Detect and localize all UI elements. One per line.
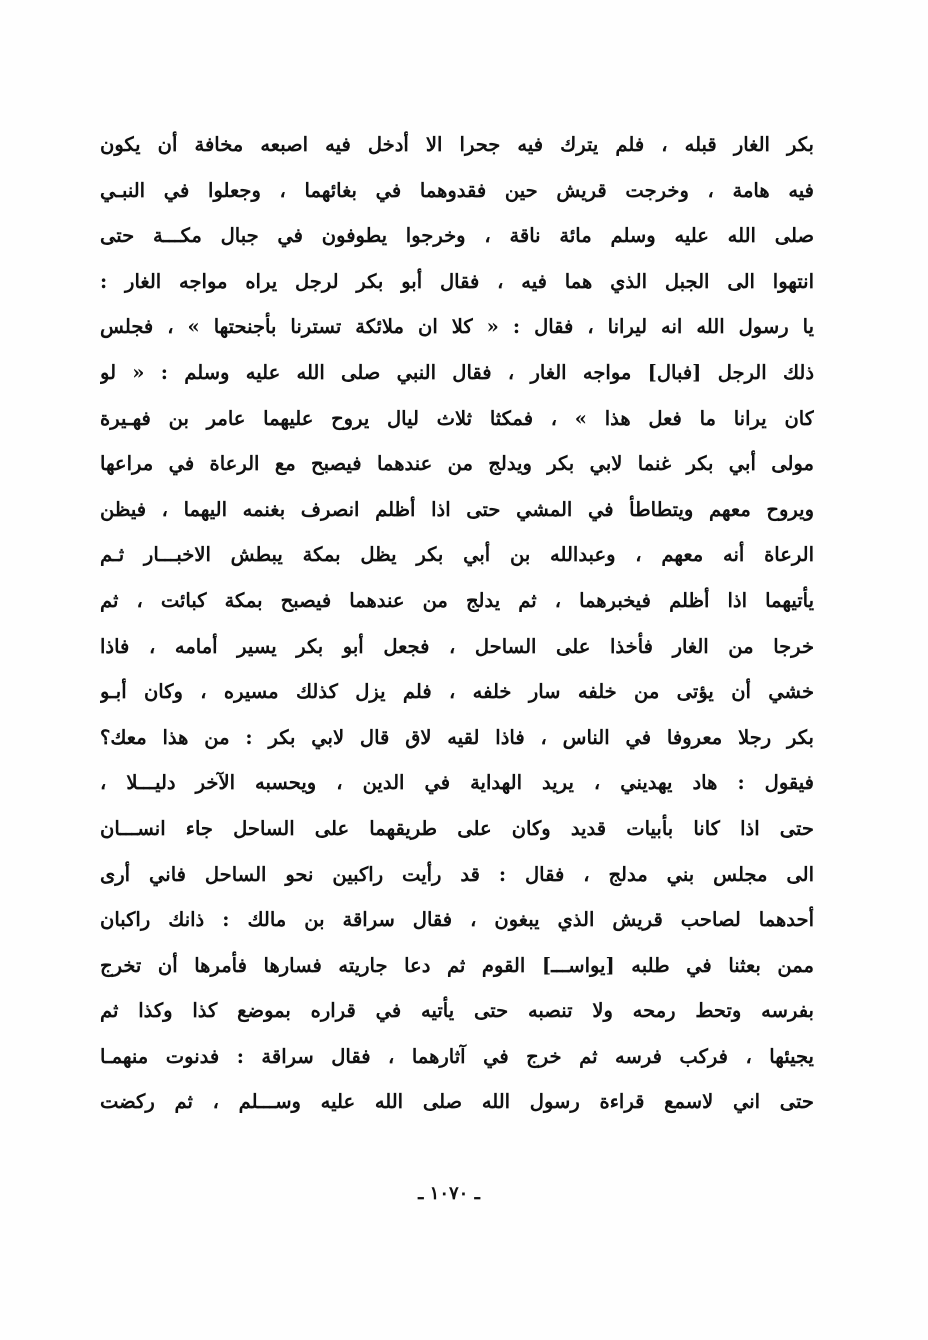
- text-line-22: حتى اني لاسمع قراءة رسول الله صلى الله عليه وســـلم ، ثم ركضت: [100, 1090, 814, 1114]
- text-line-9: ويروح معهم ويتطاطأ في المشي حتى اذا أظلم انصرف بغنمه اليهما ، فيظن: [100, 497, 814, 521]
- text-line-6: ذلك الرجل [فبال] مواجه الغار ، فقال النبي صلى الله عليه وسلم : « لو: [100, 360, 814, 384]
- text-line-14: بكر رجلا معروفا في الناس ، فاذا لقيه لاق قال لابي بكر : من هذا معك؟: [100, 725, 814, 749]
- text-line-15: فيقول : هاد يهديني ، يريد الهداية في الدين ، ويحسبه الآخر دليـــلا ،: [100, 771, 814, 795]
- text-line-7: كان يرانا ما فعل هذا » ، فمكثا ثلاث ليال يروح عليهما عامر بن فهـيرة: [100, 406, 814, 430]
- text-line-4: انتهوا الى الجبل الذي هما فيه ، فقال أبو بكر لرجل يراه مواجه الغار :: [100, 269, 814, 293]
- text-line-17: الى مجلس بني مدلج ، فقال : قد رأيت راكبين نحو الساحل فاني أرى: [100, 862, 814, 886]
- text-line-2: فيه هامة ، وخرجت قريش حين فقدوهما في بغائهما ، وجعلوا في النبـي: [100, 178, 814, 202]
- text-line-3: صلى الله عليه وسلم مائة ناقة ، وخرجوا يطوفون في جبال مكـــة حتى: [100, 224, 814, 248]
- text-line-5: يا رسول الله انه ليرانا ، فقال : « كلا ان ملائكة تسترنا بأجنحتها » ، فجلس: [100, 315, 814, 339]
- text-line-12: خرجا من الغار فأخذا على الساحل ، فجعل أبو بكر يسير أمامه ، فاذا: [100, 634, 814, 658]
- text-line-16: حتى اذا كانا بأبيات قديد وكان على طريقهما على الساحل جاء انســـان: [100, 816, 814, 840]
- text-line-11: يأتيهما اذا أظلم فيخبرهما ، ثم يدلج من عندهما فيصبح بمكة كبائت ، ثم: [100, 588, 814, 612]
- text-line-13: خشي أن يؤتى من خلفه سار خلفه ، فلم يزل كذلك مسيره ، وكان أبـو: [100, 680, 814, 704]
- text-line-21: يجيئها ، فركب فرسه ثم خرج في آثارهما ، فقال سراقة : فدنوت منهمـا: [100, 1044, 814, 1068]
- text-line-10: الرعاة أنه معهم ، وعبدالله بن أبي بكر يظل بمكة يبطش الاخبـــار ثـم: [100, 543, 814, 567]
- text-line-18: أحدهما لصاحب قريش الذي يبغون ، فقال سراقة بن مالك : ذانك راكبان: [100, 908, 814, 932]
- text-line-8: مولى أبي بكر غنما لابي بكر ويدلج من عندهما فيصبح مع الرعاة في مراعها: [100, 452, 814, 476]
- page-number: ـ ١٠٧٠ ـ: [418, 1183, 480, 1204]
- text-line-19: ممن بعثنا في طلبه [يواســـ] القوم ثم دعا جاريته فسارها فأمرها أن تخرج: [100, 953, 814, 977]
- text-line-20: بفرسه وتحط رمحه ولا تنصبه حتى يأتيه في قراره بموضع كذا وكذا ثم: [100, 999, 814, 1023]
- body-text: [100, 122, 814, 1125]
- text-line-1: بكر الغار قبله ، فلم يترك فيه جحرا الا أدخل فيه اصبعه مخافة أن يكون: [100, 133, 814, 156]
